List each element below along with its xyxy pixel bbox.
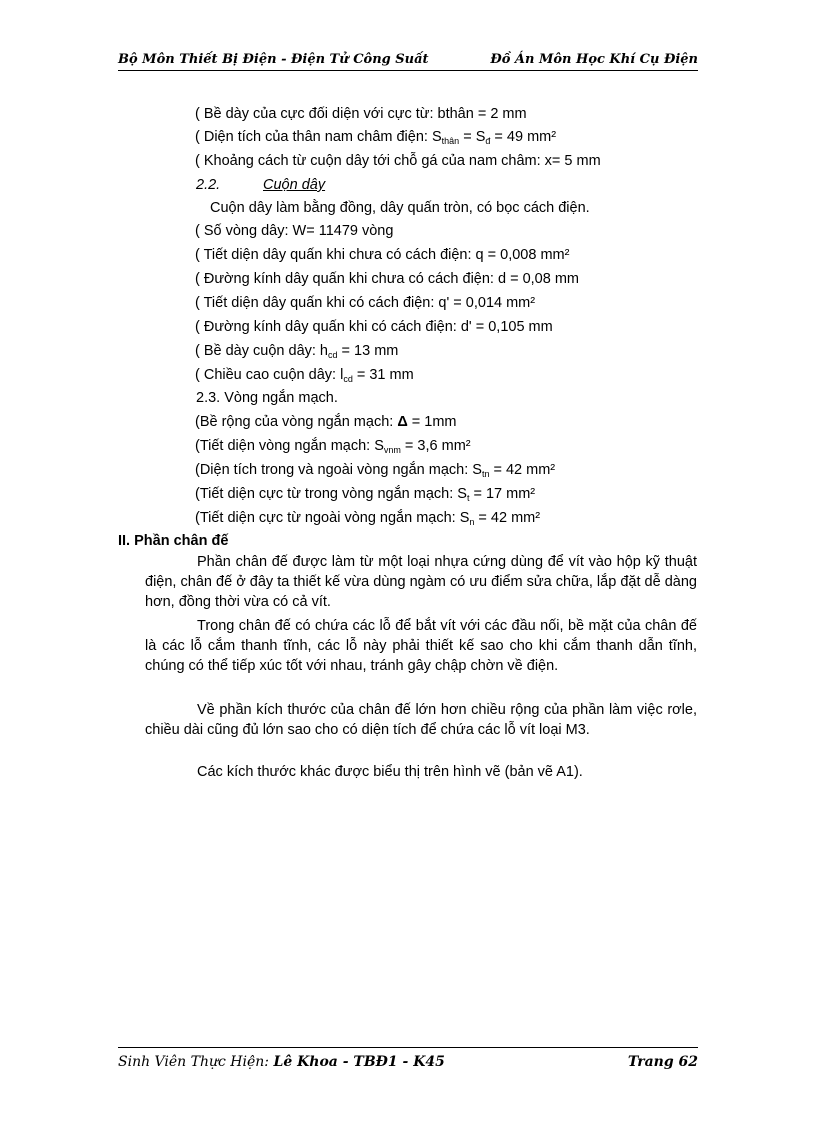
paragraph: Trong chân đế có chứa các lỗ để bắt vít với các đầu nối, bề mặt của chân đế là các lỗ cắm thanh tĩnh, các lỗ này phải thiết kế sao cho khi cắm thanh dẫn tĩnh, chúng có thể tiếp xúc tốt với nhau, tránh gây chập chờn về điện. bbox=[145, 618, 697, 674]
text-line: (Tiết diện cực từ ngoài vòng ngắn mạch: $S_n = 42$ mm² bbox=[195, 510, 541, 527]
text-line: ( Đường kính dây quấn khi có cách điện: d' = 0,105 mm bbox=[195, 319, 553, 335]
text-line: ( Diện tích của thân nam châm điện: $S_{thân} = S_đ = 49$ mm² bbox=[195, 129, 557, 146]
subsection-title: 2.3. Vòng ngắn mạch. bbox=[196, 390, 338, 406]
text-line: ( Khoảng cách từ cuộn dây tới chỗ gá của nam châm: x= 5 mm bbox=[195, 153, 601, 169]
text-line: (Tiết diện cực từ trong vòng ngắn mạch: $S_t = 17$ mm² bbox=[195, 486, 536, 503]
paragraph: Các kích thước khác được biểu thị trên hình vẽ (bản vẽ A1). bbox=[197, 764, 583, 780]
text-line: ( Bề dày cuộn dây: $h_{cd} = 13$ mm bbox=[195, 343, 399, 360]
page-footer bbox=[118, 1054, 698, 1074]
text-line: ( Đường kính dây quấn khi chưa có cách điện: d = 0,08 mm bbox=[195, 271, 579, 287]
text-line: (Diện tích trong và ngoài vòng ngắn mạch: $S_{tn} = 42$ mm² bbox=[195, 462, 556, 479]
section-heading: II. Phần chân đế bbox=[118, 533, 229, 549]
text-line: ( Chiều cao cuộn dây: $l_{cd} = 31$ mm bbox=[195, 367, 414, 384]
text-line: ( Số vòng dây: W= 11479 vòng bbox=[195, 223, 394, 239]
page-header bbox=[118, 52, 698, 70]
paragraph: Về phần kích thước của chân đế lớn hơn chiều rộng của phần làm việc rơle, chiều dài cũng đủ lớn sao cho có diện tích để chứa các lỗ vít loại M3. bbox=[145, 702, 697, 738]
text-line: Cuộn dây làm bằng đồng, dây quấn tròn, có bọc cách điện. bbox=[210, 200, 590, 216]
paragraph: Phần chân đế được làm từ một loại nhựa cứng dùng để vít vào hộp kỹ thuật điện, chân đế ở đây ta thiết kế vừa dùng ngàm có ưu điểm sửa chữa, lắp đặt dễ dàng hơn, đồng thời vừa có cả vít. bbox=[145, 554, 697, 610]
header-department: Bộ Môn Thiết Bị Điện - Điện Tử Công Suất bbox=[118, 52, 429, 67]
header-project-title: Đồ Án Môn Học Khí Cụ Điện bbox=[490, 52, 698, 67]
text-line: ( Bề dày của cực đối diện với cực từ: bthân = 2 mm bbox=[195, 106, 527, 122]
subsection-number: 2.2. bbox=[196, 177, 221, 193]
text-line: (Tiết diện vòng ngắn mạch: $S_{vnm} = 3,6$ mm² bbox=[195, 438, 471, 455]
header-divider bbox=[118, 70, 698, 71]
footer-divider bbox=[118, 1047, 698, 1048]
text-line: ( Tiết diện dây quấn khi chưa có cách điện: q = 0,008 mm² bbox=[195, 247, 570, 263]
text-line: ( Tiết diện dây quấn khi có cách điện: q' = 0,014 mm² bbox=[195, 295, 536, 311]
subsection-title: Cuộn dây bbox=[263, 177, 326, 193]
footer-author: Sinh Viên Thực Hiện: Lê Khoa - TBĐ1 - K45 bbox=[118, 1054, 445, 1070]
text-line: (Bề rộng của vòng ngắn mạch: Δ = 1mm bbox=[195, 414, 457, 430]
page-number: Trang 62 bbox=[627, 1054, 698, 1070]
